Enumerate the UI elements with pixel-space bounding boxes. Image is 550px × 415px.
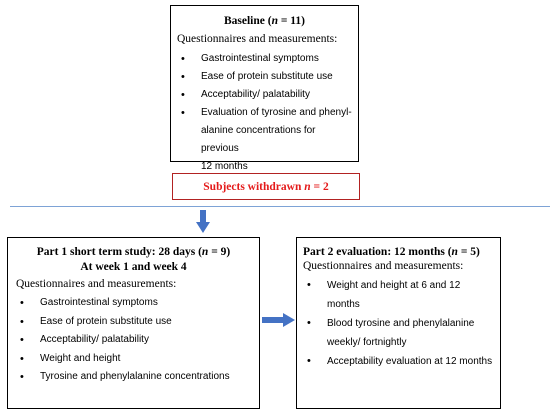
baseline-title-n: n — [271, 15, 278, 27]
part2-box — [296, 237, 501, 409]
baseline-item-line: Evaluation of tyrosine and phenyl- — [201, 107, 352, 118]
part1-title-prefix: Part 1 short term study: 28 days ( — [36, 246, 202, 258]
withdrawn-box — [172, 173, 360, 200]
part2-title — [303, 246, 494, 258]
baseline-title-prefix: Baseline ( — [223, 15, 272, 27]
part2-item: • Blood tyrosine and phenylalanine — [303, 314, 494, 333]
right-arrow-icon — [262, 313, 296, 327]
part1-item: • Tyrosine and phenylalanine concentrations — [16, 368, 251, 387]
part2-subtitle: Questionnaires and measurements: — [303, 260, 464, 272]
baseline-title-suffix: = 11) — [278, 15, 305, 27]
baseline-item — [177, 104, 352, 122]
part2-title-suffix: = 5) — [457, 246, 480, 258]
part1-item: • Ease of protein substitute use — [16, 313, 251, 332]
part1-item: • Weight and height — [16, 350, 251, 369]
withdrawn-text-n: n — [304, 180, 311, 193]
part1-title — [16, 246, 251, 258]
part1-item: • Acceptability/ palatability — [16, 331, 251, 350]
withdrawn-text — [203, 181, 328, 193]
part1-item: • Gastrointestinal symptoms — [16, 294, 251, 313]
baseline-subtitle: Questionnaires and measurements: — [177, 33, 338, 45]
withdrawn-text-prefix: Subjects withdrawn — [203, 180, 305, 193]
divider-line — [10, 206, 550, 207]
part2-item-continued: weekly/ fortnightly — [327, 337, 407, 348]
part1-list — [16, 294, 251, 387]
part2-item: • Weight and height at 6 and 12 months — [303, 276, 494, 314]
baseline-item-continued: alanine concentrations for previous — [201, 125, 316, 154]
part2-list — [303, 276, 494, 371]
baseline-item: • Gastrointestinal symptoms — [177, 50, 352, 68]
part1-timepoints: At week 1 and week 4 — [80, 261, 187, 273]
part2-item: • Acceptability evaluation at 12 months — [303, 352, 494, 371]
part1-title-n: n — [201, 246, 209, 258]
part1-title-suffix: = 9) — [208, 246, 231, 258]
baseline-box — [170, 5, 359, 172]
part2-title-prefix: Part 2 evaluation: 12 months ( — [303, 246, 452, 258]
withdrawn-text-suffix: = 2 — [310, 180, 329, 193]
part1-box — [7, 237, 260, 409]
part1-subtitle: Questionnaires and measurements: — [16, 278, 177, 290]
baseline-item: • Acceptability/ palatability — [177, 86, 352, 104]
baseline-item: • Ease of protein substitute use — [177, 68, 352, 86]
baseline-title — [177, 15, 352, 27]
down-arrow-icon — [196, 210, 210, 234]
baseline-list — [177, 50, 352, 176]
baseline-item-continued: 12 months — [201, 161, 248, 172]
part2-title-n: n — [451, 246, 458, 258]
